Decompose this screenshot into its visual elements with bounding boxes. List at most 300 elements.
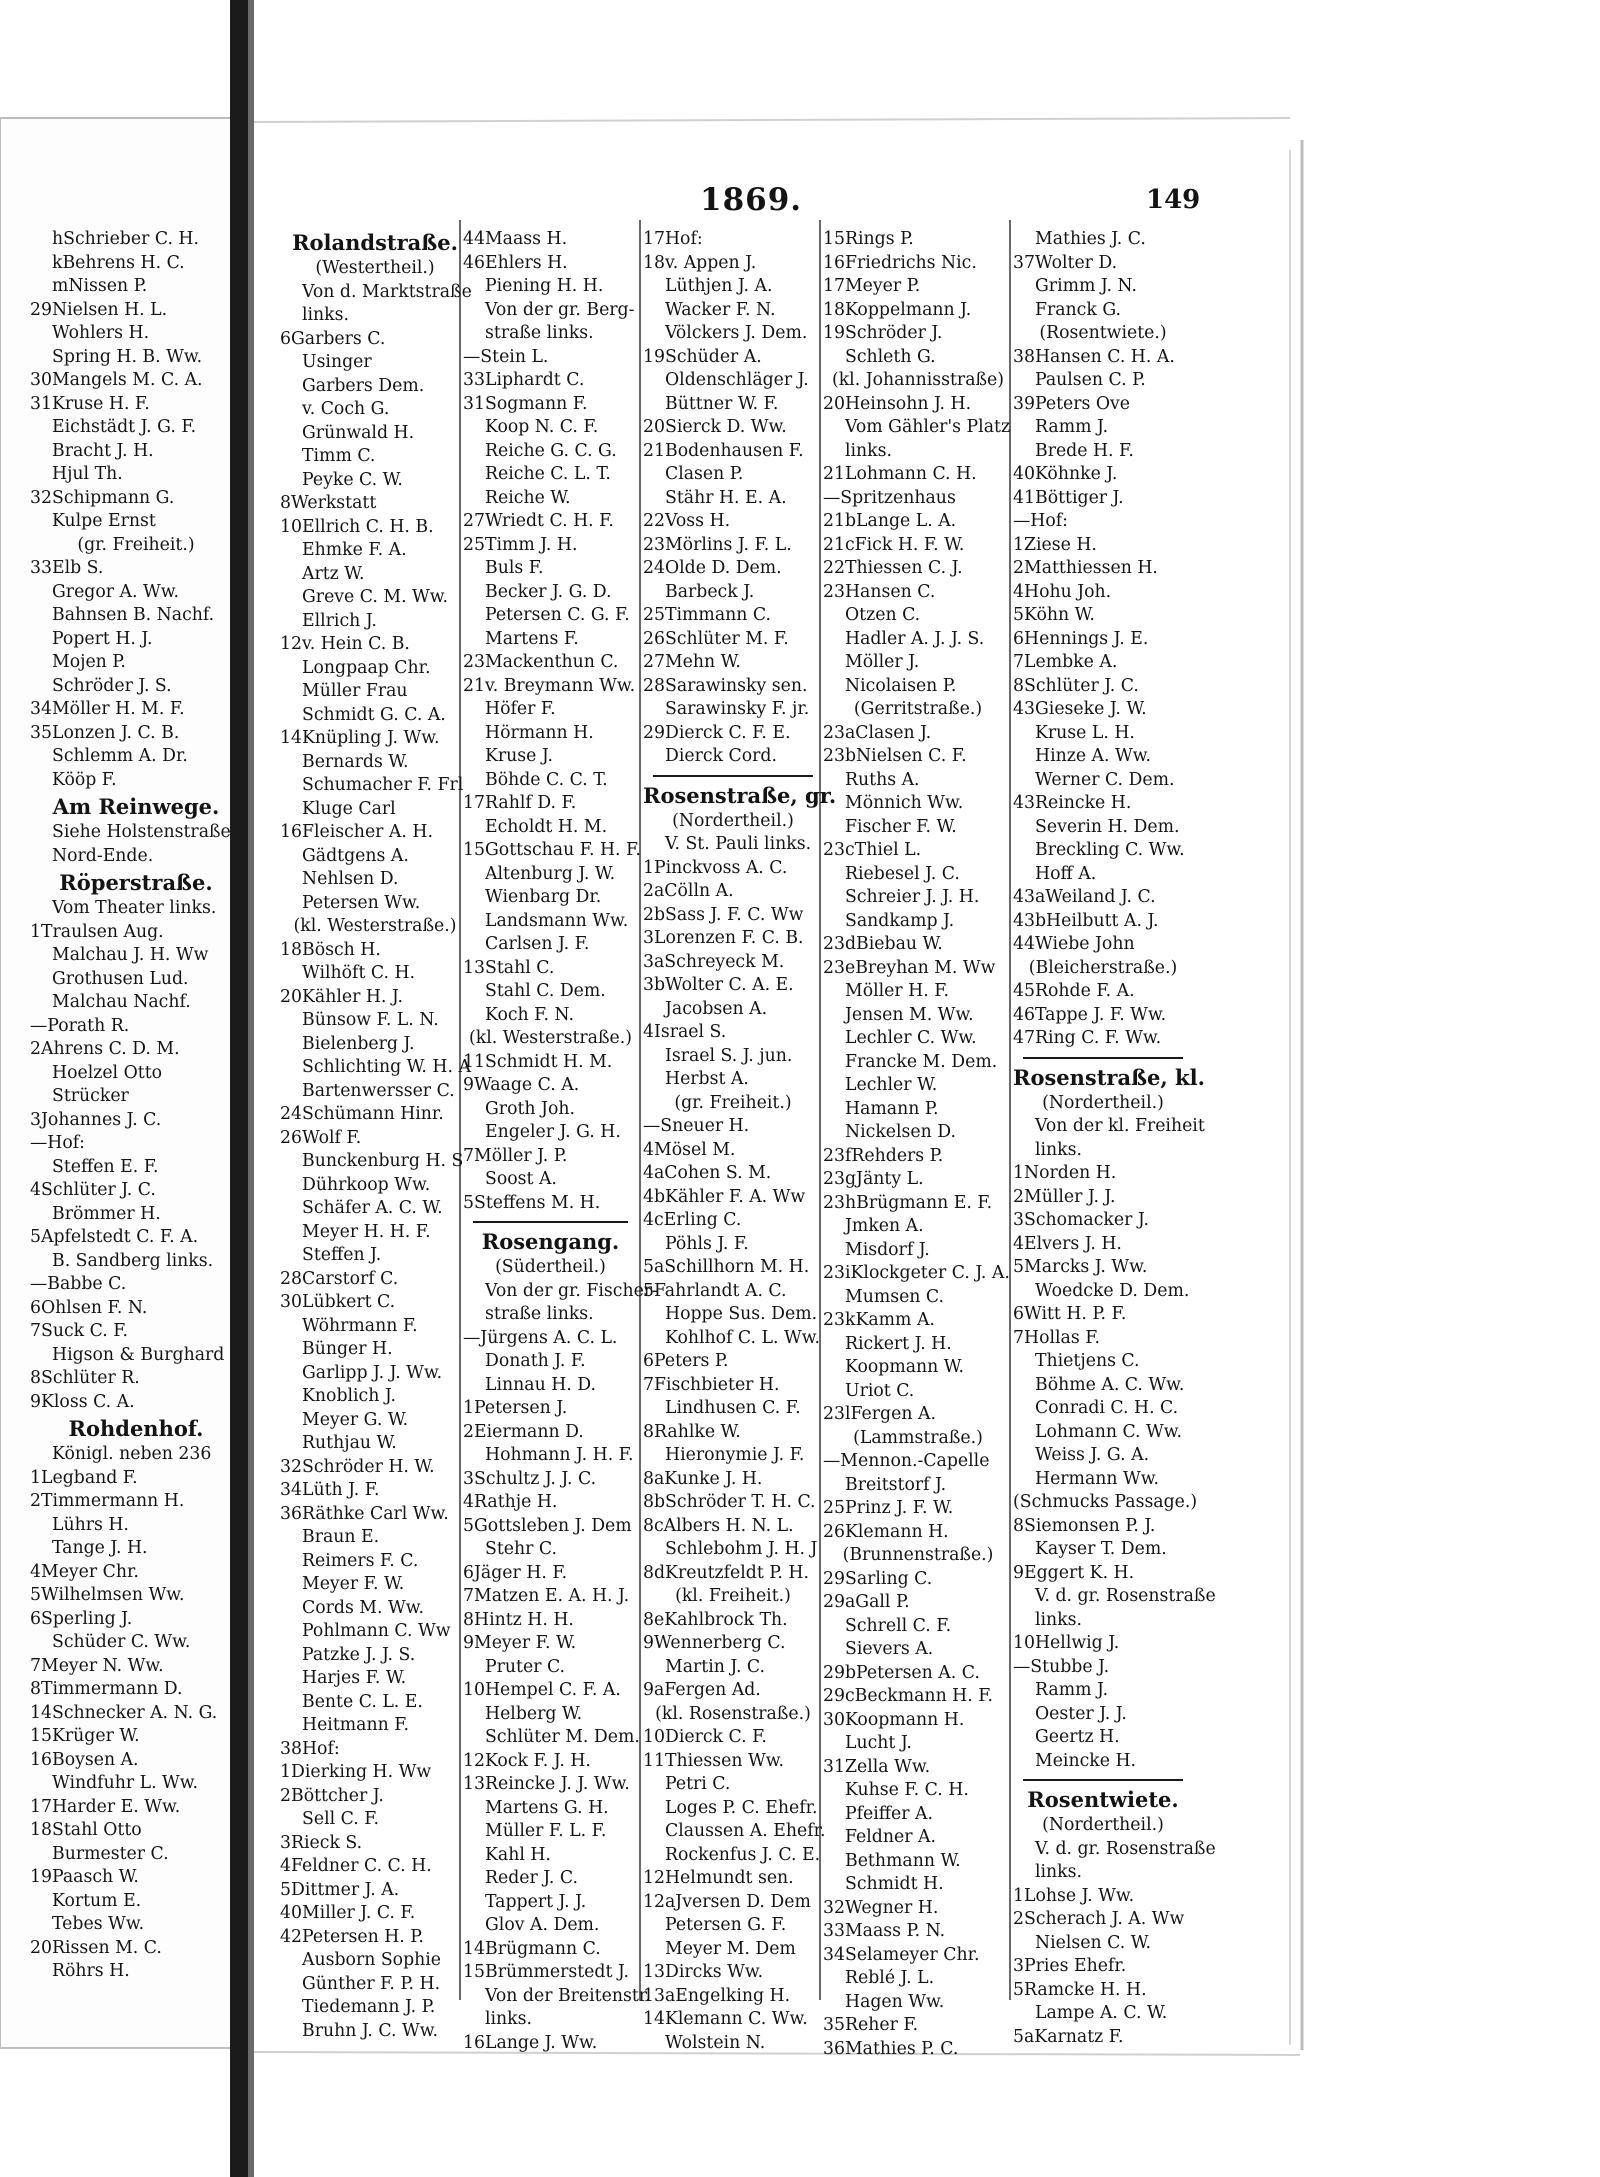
resident-entry: Braun E. [302, 1527, 380, 1547]
resident-entry: Wacker F. N. [665, 299, 776, 320]
address-entry: 10Hellwig J. [1013, 1633, 1120, 1653]
address-entry: 21bLange L. A. [823, 511, 957, 531]
resident-entry: Sievers A. [845, 1639, 934, 1659]
resident-entry: Pfeiffer A. [845, 1803, 934, 1824]
resident-entry: Claussen A. Ehefr. [665, 1821, 826, 1841]
address-entry: 16Lange J. Ww. [463, 2032, 598, 2053]
address-entry: 43bHeilbutt A. J. [1013, 910, 1159, 931]
resident-entry: Petersen G. F. [665, 1915, 787, 1935]
resident-entry: Nickelsen D. [845, 1122, 957, 1142]
resident-entry: Kuhse F. C. H. [845, 1780, 969, 1800]
resident-entry: Gädtgens A. [302, 845, 409, 866]
address-entry: 9Meyer F. W. [463, 1633, 577, 1653]
address-entry: 8Timmermann D. [30, 1679, 183, 1699]
address-entry: 31Sogmann F. [463, 393, 588, 414]
address-entry: 23hBrügmann E. F. [823, 1192, 993, 1213]
resident-entry: Garlipp J. J. Ww. [302, 1362, 443, 1383]
resident-entry: Petri C. [665, 1774, 731, 1794]
address-entry: —Babbe C. [30, 1274, 127, 1294]
resident-entry: Pohlmann C. Ww [302, 1621, 451, 1641]
resident-entry: Reblé J. L. [845, 1968, 935, 1988]
address-entry: 1Dierking H. Ww [280, 1762, 432, 1782]
address-entry: 9Wennerberg C. [643, 1633, 786, 1653]
resident-entry: Ellrich J. [302, 610, 377, 631]
address-entry: 4Elvers J. H. [1013, 1233, 1122, 1254]
directory-column-2 [463, 228, 658, 2053]
address-entry: 23Mackenthun C. [463, 652, 619, 672]
resident-entry: Bunckenburg H. S [302, 1151, 464, 1171]
street-heading: Rosenstraße, gr. [643, 782, 837, 808]
address-entry: 3Johannes J. C. [30, 1109, 162, 1130]
address-entry: 1Legband F. [30, 1467, 138, 1488]
street-heading: Rosengang. [481, 1229, 620, 1254]
address-entry: 23bNielsen C. F. [823, 746, 967, 766]
address-entry: 2Müller J. J. [1013, 1186, 1116, 1207]
resident-entry: Otzen C. [845, 605, 921, 625]
resident-entry: Reder J. C. [485, 1868, 578, 1888]
resident-entry: Lüthjen J. A. [665, 276, 773, 296]
resident-entry: Hjul Th. [52, 464, 123, 484]
address-entry: 19Schröder J. [823, 323, 943, 343]
address-entry: 6Sperling J. [30, 1608, 133, 1629]
address-entry: 18Bösch H. [280, 939, 381, 960]
address-entry: 8bSchröder T. H. C. [643, 1492, 816, 1512]
address-entry: 32Wegner H. [823, 1897, 939, 1918]
address-entry: 30Mangels M. C. A. [30, 370, 203, 390]
address-entry: —Spritzenhaus [823, 487, 956, 508]
address-entry: 18Koppelmann J. [823, 299, 972, 320]
street-heading: Rolandstraße. [292, 230, 458, 255]
address-entry: 26Klemann H. [823, 1521, 949, 1542]
resident-entry: Paulsen C. P. [1035, 370, 1146, 390]
resident-entry: Nielsen C. W. [1035, 1932, 1151, 1953]
address-entry: 33Liphardt C. [463, 370, 585, 390]
resident-entry: links. [1035, 1862, 1083, 1882]
resident-entry: Windfuhr L. Ww. [52, 1773, 199, 1793]
resident-entry: Bethmann W. [845, 1850, 961, 1871]
resident-entry: Kortum E. [52, 1890, 142, 1911]
address-entry: 10Ellrich C. H. B. [280, 516, 434, 537]
cross-street-note: (kl. Westerstraße.) [293, 916, 457, 936]
resident-entry: Mathies J. C. [1035, 229, 1146, 249]
address-entry: 24Schümann Hinr. [280, 1104, 444, 1124]
street-heading: Rohdenhof. [68, 1416, 204, 1441]
address-entry: 23eBreyhan M. Ww [823, 957, 996, 978]
resident-entry: Bracht J. H. [52, 440, 154, 461]
resident-entry: Müller F. L. F. [485, 1821, 607, 1841]
cross-street-note: (Brunnenstraße.) [842, 1545, 994, 1565]
resident-entry: Dierck Cord. [665, 746, 777, 766]
resident-entry: Timm C. [302, 446, 376, 466]
address-entry: 23lFergen A. [823, 1404, 936, 1424]
resident-entry: Martin J. C. [665, 1656, 766, 1677]
resident-entry: Franck G. [1035, 299, 1122, 320]
resident-entry: Schlebohm J. H. J [665, 1539, 818, 1559]
address-entry: 12Kock F. J. H. [463, 1750, 591, 1771]
resident-entry: Reiche G. C. G. [485, 440, 617, 461]
address-entry: 28Sarawinsky sen. [643, 675, 808, 696]
resident-entry: Woedcke D. Dem. [1035, 1280, 1190, 1301]
address-entry: 27Mehn W. [643, 652, 741, 672]
resident-entry: Martens F. [485, 628, 579, 649]
resident-entry: Grimm J. N. [1035, 276, 1137, 296]
address-entry: 28Carstorf C. [280, 1268, 399, 1289]
resident-entry: Jensen M. Ww. [845, 1004, 974, 1025]
resident-entry: Helberg W. [485, 1703, 583, 1724]
address-entry: 23cThiel L. [823, 840, 922, 860]
resident-entry: Riebesel J. C. [845, 863, 960, 884]
resident-entry: Rickert J. H. [845, 1333, 952, 1354]
address-entry: 8Rahlke W. [643, 1421, 741, 1442]
resident-entry: Werner C. Dem. [1035, 769, 1175, 790]
address-entry: 3Schomacker J. [1013, 1210, 1149, 1230]
address-entry: 12Helmundt sen. [643, 1868, 794, 1888]
page-number: 149 [1146, 185, 1201, 215]
resident-entry: Spring H. B. Ww. [52, 346, 203, 367]
address-entry: 2Matthiessen H. [1013, 558, 1158, 578]
resident-entry: mNissen P. [52, 276, 148, 296]
directory-column-1 [280, 228, 472, 2041]
resident-entry: Lechler W. [845, 1075, 938, 1095]
resident-entry: Schmidt H. [845, 1874, 944, 1894]
resident-entry: Schleth G. [845, 346, 936, 367]
address-entry: 41Böttiger J. [1013, 487, 1124, 508]
resident-entry: Patzke J. J. S. [302, 1644, 416, 1665]
left-page-column [30, 228, 242, 2018]
street-heading: Rosentwiete. [1027, 1787, 1179, 1812]
page-year: 1869. [700, 182, 803, 218]
resident-entry: Schlemm A. Dr. [52, 746, 188, 766]
address-entry: 37Wolter D. [1013, 252, 1118, 273]
resident-entry: Popert H. J. [52, 628, 153, 649]
resident-entry: Hermann Ww. [1035, 1468, 1159, 1489]
resident-entry: Reiche C. L. T. [485, 464, 611, 484]
resident-entry: Clasen P. [665, 464, 744, 484]
address-entry: 40Köhnke J. [1013, 464, 1118, 484]
address-entry: —Stubbe J. [1013, 1656, 1110, 1677]
cross-street-note: (kl. Johannisstraße) [831, 370, 1005, 390]
address-entry: 9Eggert K. H. [1013, 1562, 1135, 1583]
address-entry: 4Mösel M. [643, 1139, 736, 1160]
resident-entry: Meyer F. W. [302, 1574, 405, 1594]
resident-entry: Reiche W. [485, 487, 571, 508]
resident-entry: Hörmann H. [485, 722, 594, 743]
resident-entry: Mönnich Ww. [845, 793, 964, 813]
cross-street-note: (kl. Rosenstraße.) [655, 1703, 811, 1724]
address-entry: 7Meyer N. Ww. [30, 1655, 164, 1676]
address-entry: 17Harder E. Ww. [30, 1796, 181, 1817]
resident-entry: Hoff A. [1035, 863, 1097, 884]
resident-entry: Higson & Burghard [52, 1344, 225, 1365]
resident-entry: Lucht J. [845, 1733, 912, 1753]
address-entry: 15Brümmerstedt J. [463, 1962, 629, 1982]
address-entry: 20Sierck D. Ww. [643, 417, 787, 437]
address-entry: 4cErling C. [643, 1210, 742, 1230]
section-rule [473, 1221, 628, 1223]
address-entry: 29Sarling C. [823, 1568, 933, 1589]
resident-entry: straße links. [485, 1304, 594, 1324]
resident-entry: Lindhusen C. F. [665, 1398, 801, 1418]
resident-entry: Bruhn J. C. Ww. [302, 2020, 439, 2041]
cross-street-note: (kl. Westerstraße.) [469, 1028, 632, 1048]
address-entry: 5Ramcke H. H. [1013, 1979, 1147, 2000]
address-entry: 7Fischbieter H. [643, 1374, 780, 1395]
address-entry: 40Miller J. C. F. [280, 1903, 416, 1923]
street-heading: Rosenstraße, kl. [1013, 1064, 1205, 1090]
resident-entry: Landsmann Ww. [485, 910, 629, 931]
address-entry: 7Hollas F. [1013, 1327, 1100, 1348]
resident-entry: Bernards W. [302, 751, 409, 772]
address-entry: 5Steffens M. H. [463, 1192, 601, 1213]
resident-entry: Linnau H. D. [485, 1374, 596, 1395]
resident-entry: Höfer F. [485, 699, 556, 719]
resident-entry: Kluge Carl [302, 798, 396, 819]
address-entry: 3bWolter C. A. E. [643, 975, 794, 995]
resident-entry: Möller H. F. [845, 981, 949, 1001]
resident-entry: Hoelzel Otto [52, 1062, 163, 1083]
address-entry: 12aJversen D. Dem [643, 1891, 811, 1912]
resident-entry: Martens G. H. [485, 1797, 609, 1818]
resident-entry: Vom Theater links. [52, 898, 217, 918]
address-entry: 23Mörlins J. F. L. [643, 534, 792, 555]
resident-entry: Petersen C. G. F. [485, 605, 630, 625]
resident-entry: Garbers Dem. [302, 375, 425, 396]
cross-street-note: (Nordertheil.) [1042, 1815, 1164, 1835]
address-entry: 36Räthke Carl Ww. [280, 1503, 449, 1524]
address-entry: —Sneuer H. [643, 1116, 750, 1136]
resident-entry: Meyer G. W. [302, 1409, 409, 1430]
cross-street-note: (Westertheil.) [315, 258, 435, 278]
resident-entry: Tange J. H. [52, 1538, 148, 1558]
resident-entry: Israel S. J. jun. [665, 1045, 793, 1066]
resident-entry: Von d. Marktstraße [302, 281, 472, 302]
address-entry: 1Pinckvoss A. C. [643, 857, 788, 878]
address-entry: 6Ohlsen F. N. [30, 1297, 148, 1318]
address-entry: 8Schlüter R. [30, 1368, 140, 1388]
address-entry: 3Lorenzen F. C. B. [643, 928, 804, 948]
resident-entry: Mojen P. [52, 652, 126, 672]
address-entry: 16Fleischer A. H. [280, 822, 433, 842]
resident-entry: Harjes F. W. [302, 1668, 407, 1688]
resident-entry: Königl. neben 236 [52, 1444, 212, 1464]
resident-entry: Uriot C. [845, 1380, 915, 1401]
resident-entry: Bielenberg J. [302, 1033, 415, 1054]
resident-entry: Carlsen J. F. [485, 934, 590, 954]
resident-entry: Hagen Ww. [845, 1991, 945, 2012]
address-entry: 7Möller J. P. [463, 1145, 568, 1166]
address-entry: 8Hintz H. H. [463, 1609, 574, 1630]
address-entry: 32Schipmann G. [30, 487, 175, 508]
resident-entry: Oester J. J. [1035, 1703, 1127, 1724]
address-entry: 13Dircks Ww. [643, 1962, 764, 1982]
address-entry: 34Möller H. M. F. [30, 699, 185, 719]
resident-entry: Kohlhof C. L. Ww. [665, 1327, 820, 1348]
resident-entry: Wienbarg Dr. [485, 887, 602, 907]
address-entry: 8Siemonsen P. J. [1013, 1515, 1156, 1536]
address-entry: 5Wilhelmsen Ww. [30, 1585, 185, 1605]
address-entry: 13aEngelking H. [643, 1985, 791, 2006]
resident-entry: Jacobsen A. [665, 998, 768, 1019]
resident-entry: Pöhls J. F. [665, 1233, 749, 1254]
resident-entry: Hadler A. J. J. S. [845, 628, 985, 649]
resident-entry: Grothusen Lud. [52, 968, 189, 989]
address-entry: 38Hansen C. H. A. [1013, 346, 1175, 367]
resident-entry: Koopmann W. [845, 1357, 964, 1377]
address-entry: 23gJänty L. [823, 1169, 924, 1189]
address-entry: 8eKahlbrock Th. [643, 1609, 788, 1630]
resident-entry: Schüder C. Ww. [52, 1632, 191, 1652]
address-entry: 8dKreutzfeldt P. H. [643, 1562, 809, 1583]
resident-entry: Böhde C. C. T. [485, 769, 608, 790]
address-entry: 19Schüder A. [643, 346, 762, 367]
cross-street-note: (kl. Freiheit.) [675, 1586, 791, 1606]
address-entry: 17Meyer P. [823, 276, 921, 296]
resident-entry: Schröder J. S. [52, 675, 172, 696]
address-entry: 17Rahlf D. F. [463, 793, 577, 813]
address-entry: 1Norden H. [1013, 1163, 1117, 1183]
directory-column-3 [643, 228, 837, 2053]
address-entry: 20Kähler H. J. [280, 986, 403, 1007]
address-entry: 3Schultz J. J. C. [463, 1468, 597, 1489]
resident-entry: Günther F. P. H. [302, 1973, 441, 1994]
resident-entry: Kayser T. Dem. [1035, 1539, 1167, 1559]
resident-entry: Altenburg J. W. [485, 863, 616, 884]
resident-entry: Jmken A. [845, 1216, 924, 1236]
resident-entry: links. [845, 440, 893, 461]
resident-entry: Wolstein N. [665, 2032, 766, 2053]
address-entry: 4aCohen S. M. [643, 1163, 772, 1183]
resident-entry: Burmester C. [52, 1843, 169, 1864]
resident-entry: Meyer M. Dem [665, 1938, 796, 1959]
resident-entry: Gregor A. Ww. [52, 581, 179, 602]
section-rule [653, 775, 813, 777]
resident-entry: Tappert J. J. [485, 1891, 587, 1912]
resident-entry: Malchau J. H. Ww [52, 945, 209, 965]
resident-entry: Schlichting W. H. A [302, 1057, 471, 1077]
address-entry: 13Stahl C. [463, 957, 555, 978]
resident-entry: Glov A. Dem. [485, 1915, 600, 1935]
cross-street-note: (Rosentwiete.) [1039, 323, 1167, 343]
cross-street-note: (gr. Freiheit.) [77, 534, 195, 555]
resident-entry: Ramm J. [1035, 417, 1109, 437]
resident-entry: kBehrens H. C. [52, 252, 185, 273]
resident-entry: Hohmann J. H. F. [485, 1445, 634, 1465]
address-entry: 29aGall P. [823, 1592, 910, 1612]
address-entry: 6Witt H. P. F. [1013, 1304, 1127, 1324]
resident-entry: Echoldt H. M. [485, 816, 608, 837]
address-entry: 30Lübkert C. [280, 1292, 396, 1312]
directory-column-5 [1013, 228, 1216, 2047]
address-entry: 8aKunke J. H. [643, 1468, 763, 1489]
address-entry: 8Schlüter J. C. [1013, 675, 1139, 696]
address-entry: 44Maass H. [463, 229, 568, 249]
resident-entry: Lohmann C. Ww. [1035, 1421, 1183, 1442]
address-entry: 4Hohu Joh. [1013, 581, 1112, 602]
address-entry: 6Hennings J. E. [1013, 628, 1149, 649]
address-entry: 43aWeiland J. C. [1013, 887, 1156, 907]
resident-entry: Dührkoop Ww. [302, 1174, 431, 1195]
address-entry: 22Thiessen C. J. [823, 558, 963, 578]
resident-entry: Hoppe Sus. Dem. [665, 1304, 818, 1324]
resident-entry: Engeler J. G. H. [485, 1122, 621, 1142]
address-entry: 21Lohmann C. H. [823, 464, 977, 484]
address-entry: 11Schmidt H. M. [463, 1051, 613, 1072]
resident-entry: Mumsen C. [845, 1286, 945, 1307]
resident-entry: Pruter C. [485, 1656, 566, 1677]
address-entry: 3Rieck S. [280, 1832, 363, 1853]
resident-entry: Hinze A. Ww. [1035, 746, 1152, 766]
address-entry: 26Wolf F. [280, 1127, 362, 1148]
resident-entry: Knoblich J. [302, 1386, 396, 1406]
resident-entry: Sell C. F. [302, 1809, 379, 1829]
address-entry: 9Waage C. A. [463, 1075, 580, 1095]
resident-entry: Bente C. L. E. [302, 1691, 423, 1712]
resident-entry: Brede H. F. [1035, 440, 1134, 461]
address-entry: 14Schnecker A. N. G. [30, 1702, 218, 1723]
resident-entry: Schreier J. J. H. [845, 887, 980, 907]
resident-entry: Kruse L. H. [1035, 722, 1135, 743]
address-entry: 46Ehlers H. [463, 252, 568, 273]
address-entry: 29cBeckmann H. F. [823, 1686, 994, 1706]
resident-entry: Becker J. G. D. [485, 581, 612, 602]
resident-entry: Thietjens C. [1035, 1351, 1140, 1371]
address-entry: 29Nielsen H. L. [30, 299, 168, 320]
address-entry: 29bPetersen A. C. [823, 1662, 980, 1683]
address-entry: 8Werkstatt [280, 493, 377, 513]
resident-entry: straße links. [485, 323, 594, 343]
address-entry: 5aSchillhorn M. H. [643, 1257, 810, 1277]
address-entry: 3Pries Ehefr. [1013, 1956, 1127, 1976]
address-entry: 42Petersen H. P. [280, 1926, 424, 1947]
resident-entry: Malchau Nachf. [52, 992, 191, 1012]
address-entry: 30Koopmann H. [823, 1709, 965, 1730]
resident-entry: Hieronymie J. F. [665, 1445, 805, 1465]
address-entry: 16Boysen A. [30, 1749, 139, 1770]
resident-entry: Tebes Ww. [52, 1914, 145, 1934]
address-entry: 4Israel S. [643, 1022, 727, 1042]
address-entry: 23aClasen J. [823, 722, 932, 743]
address-entry: —Porath R. [30, 1015, 130, 1036]
address-entry: 33Maass P. N. [823, 1921, 946, 1941]
address-entry: 2Eiermann D. [463, 1421, 584, 1442]
address-entry: —Stein L. [463, 346, 549, 367]
resident-entry: Sandkamp J. [845, 910, 955, 931]
resident-entry: Lührs H. [52, 1514, 129, 1535]
resident-entry: Stehr C. [485, 1539, 557, 1559]
resident-entry: Eichstädt J. G. F. [52, 417, 197, 437]
resident-entry: Oldenschläger J. [665, 370, 809, 390]
resident-entry: Longpaap Chr. [302, 657, 431, 678]
address-entry: 4bKähler F. A. Ww [643, 1186, 806, 1207]
address-entry: 11Thiessen Ww. [643, 1750, 784, 1771]
street-heading: Am Reinwege. [52, 794, 220, 819]
address-entry: 4Rathje H. [463, 1492, 558, 1512]
address-entry: 14Klemann C. Ww. [643, 2009, 808, 2029]
address-entry: 23iKlockgeter C. J. A. [823, 1263, 1010, 1283]
address-entry: 23dBiebau W. [823, 934, 943, 954]
address-entry: 46Tappe J. F. Ww. [1013, 1004, 1167, 1025]
address-entry: —Hof: [30, 1133, 85, 1153]
address-entry: 12v. Hein C. B. [280, 634, 410, 654]
resident-entry: Schrell C. F. [845, 1615, 952, 1636]
resident-entry: Weiss J. G. A. [1035, 1445, 1150, 1465]
resident-entry: Möller J. [845, 652, 920, 672]
cross-street-note: (gr. Freiheit.) [674, 1092, 792, 1113]
resident-entry: links. [1035, 1139, 1083, 1160]
resident-entry: Meincke H. [1035, 1750, 1137, 1771]
address-entry: 29Dierck C. F. E. [643, 722, 791, 743]
resident-entry: Stahl C. Dem. [485, 981, 606, 1001]
